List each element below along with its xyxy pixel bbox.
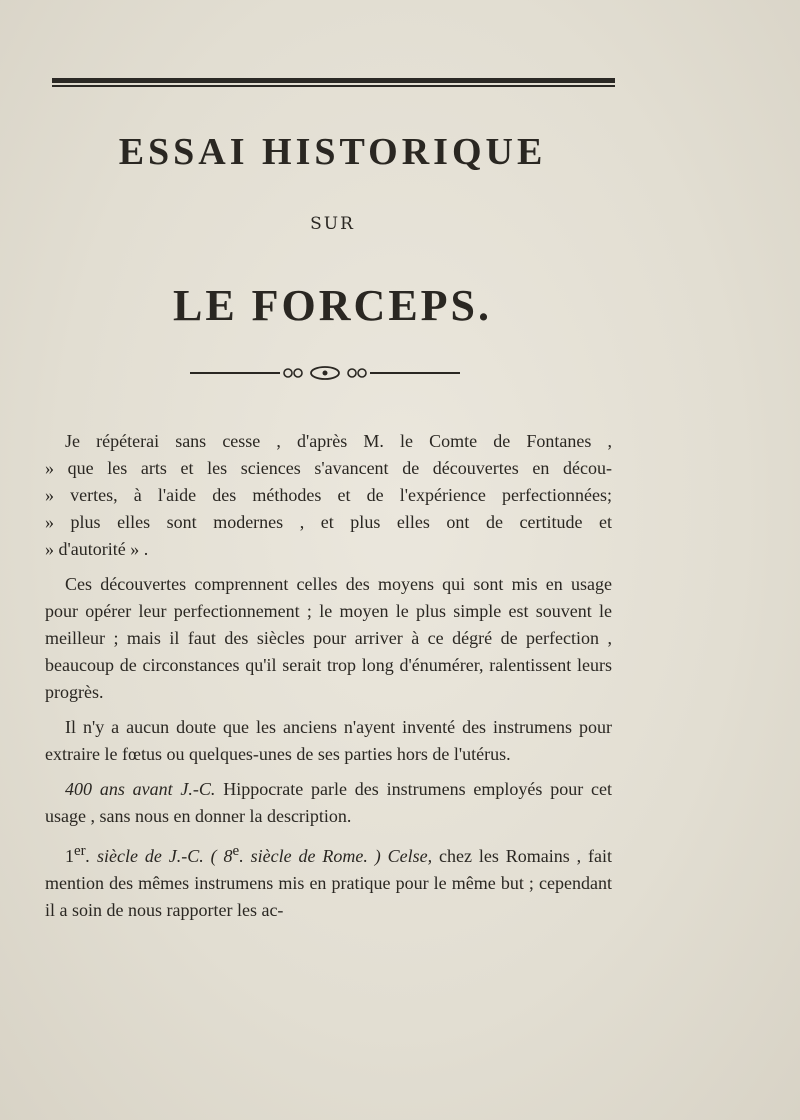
quote-line: Je répéterai sans cesse , d'après M. le Comte de Fontanes , [65,431,612,451]
body-text [45,428,612,932]
paragraph: Il n'y a aucun doute que les anciens n'ayent inventé des instrumens pour extraire le fœtus ou quelques-unes de ses parties hors de l'utérus. [45,717,612,764]
superscript: er [74,843,86,859]
quote-line: » que les arts et les sciences s'avancent de découvertes en décou- [45,458,612,478]
paragraph: Ces découvertes comprennent celles des moyens qui sont mis en usage pour opérer leur perfectionnement ; le moyen le plus simple est souvent le meilleur ; mais il faut des siècles pour arriver à ce dégré de perfection , beaucoup de circonstances qu'il serait trop long d'énumérer, ralentissent leurs progrès. [45,574,612,702]
page-title: ESSAI HISTORIQUE [118,131,547,173]
date-lead-2: . siècle de Rome. ) Celse, [239,846,433,866]
ornament-divider [190,364,460,382]
rule-thin [52,85,615,87]
quote-line: » plus elles sont modernes , et plus elles ont de certitude et [45,512,612,532]
date-lead: . siècle de J.-C. ( 8 [85,846,233,866]
paragraph [45,776,612,830]
page-subject: LE FORCEPS. [172,281,493,330]
paragraph-text: chez les Romains , fait mention des mêmes instrumens mis en pratique pour le même but ; cependant il a soin de nous rapporter les ac- [45,846,612,920]
quote-block [45,428,612,563]
quote-line: » d'autorité » . [45,539,149,559]
superscript: e [232,843,240,859]
century-number: 1 [65,846,74,866]
title-connector: SUR [310,214,355,234]
paragraph [45,838,612,924]
top-double-rule [52,78,615,88]
quote-line: » vertes, à l'aide des méthodes et de l'expérience perfectionnées; [45,485,612,505]
date-lead: 400 ans avant J.-C. [65,779,216,799]
rule-thick [52,78,615,83]
paragraph-text: Hippocrate parle des instrumens employés pour cet usage , sans nous en donner la description. [45,779,612,826]
